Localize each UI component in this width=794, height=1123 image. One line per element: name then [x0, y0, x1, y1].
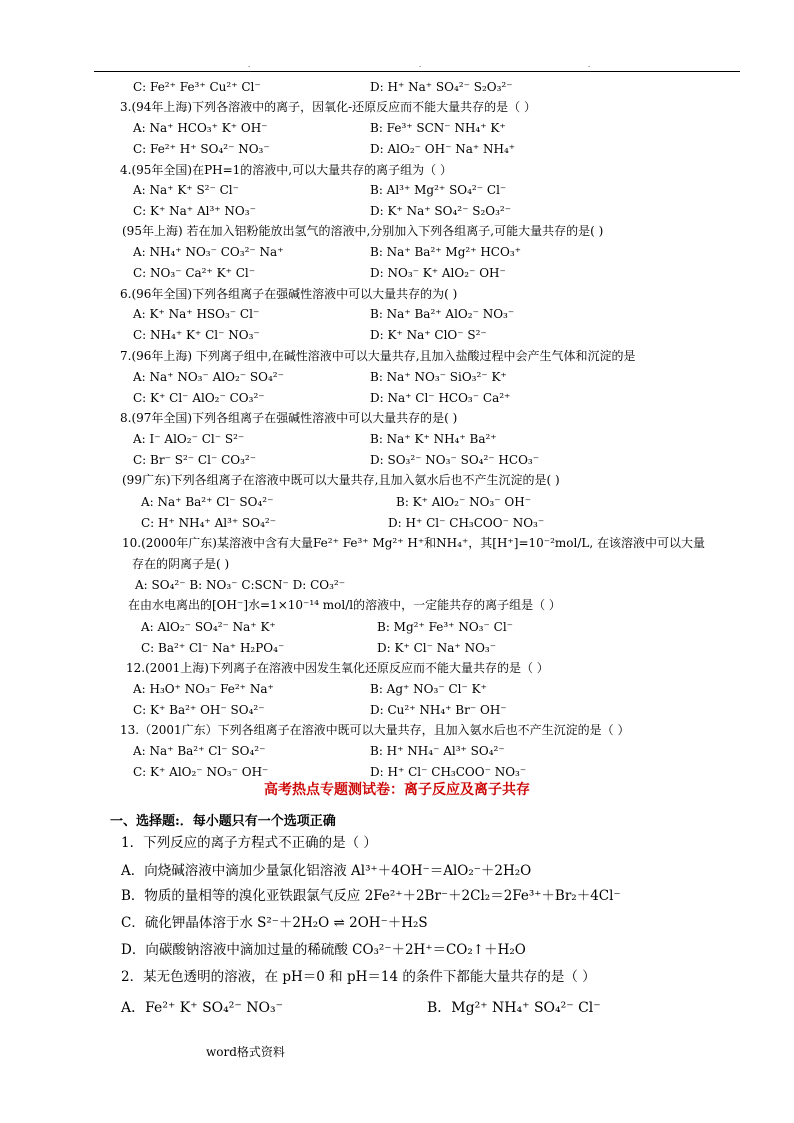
test-title: 高考热点专题测试卷：离子反应及离子共存 [264, 782, 530, 798]
text-line: 13.（2001广东）下列各组离子在溶液中既可以大量共存，且加入氨水后也不产生沉淀的是（ ） [120, 723, 630, 737]
text-line: (95年上海) 若在加入铝粉能放出氢气的溶液中,分别加入下列各组离子,可能大量共存的是( ) [122, 224, 604, 238]
text-line: D: Cu²⁺ NH₄⁺ Br⁻ OH⁻ [370, 703, 507, 717]
text-line: B: Fe³⁺ SCN⁻ NH₄⁺ K⁺ [370, 121, 506, 135]
question-line: A．向烧碱溶液中滴加少量氯化铝溶液 Al³⁺＋4OH⁻＝AlO₂⁻＋2H₂O [121, 863, 532, 879]
text-line: B: Na⁺ K⁺ NH₄⁺ Ba²⁺ [370, 432, 497, 446]
text-line: D: SO₃²⁻ NO₃⁻ SO₄²⁻ HCO₃⁻ [370, 453, 540, 467]
text-line: A: Na⁺ K⁺ S²⁻ Cl⁻ [133, 183, 239, 197]
text-line: 12.(2001上海)下列离子在溶液中因发生氧化还原反应而不能大量共存的是（ ） [126, 661, 549, 675]
text-line: C: Br⁻ S²⁻ Cl⁻ CO₃²⁻ [133, 453, 257, 467]
text-line: 存在的阴离子是( ) [132, 557, 230, 571]
text-line: A: Na⁺ Ba²⁺ Cl⁻ SO₄²⁻ [133, 744, 266, 758]
header-dots [0, 62, 794, 70]
text-line: B: Mg²⁺ Fe³⁺ NO₃⁻ Cl⁻ [377, 620, 513, 634]
text-line: C: Fe²⁺ Fe³⁺ Cu²⁺ Cl⁻ [133, 80, 261, 94]
text-line: B: Na⁺ NO₃⁻ SiO₃²⁻ K⁺ [370, 370, 507, 384]
text-line: B: Na⁺ Ba²⁺ AlO₂⁻ NO₃⁻ [370, 307, 515, 321]
text-line: D: K⁺ Cl⁻ Na⁺ NO₃⁻ [377, 641, 497, 655]
question-line: D．向碳酸钠溶液中滴加过量的稀硫酸 CO₃²⁻＋2H⁺＝CO₂↑＋H₂O [121, 942, 526, 958]
text-line: C: Ba²⁺ Cl⁻ Na⁺ H₂PO₄⁻ [141, 641, 285, 655]
text-line: A: SO₄²⁻ B: NO₃⁻ C:SCN⁻ D: CO₃²⁻ [135, 578, 346, 592]
text-line: C: NO₃⁻ Ca²⁺ K⁺ Cl⁻ [133, 266, 256, 280]
text-line: D: Na⁺ Cl⁻ HCO₃⁻ Ca²⁺ [370, 391, 511, 405]
text-line: B: Na⁺ Ba²⁺ Mg²⁺ HCO₃⁺ [370, 245, 521, 259]
section-heading: 一、选择题:．每小题只有一个选项正确 [110, 814, 336, 829]
text-line: 在由水电离出的[OH⁻]水=1×10⁻¹⁴ mol/l的溶液中，一定能共存的离子组是（ ） [128, 598, 561, 612]
text-line: C: H⁺ NH₄⁺ Al³⁺ SO₄²⁻ [141, 516, 277, 530]
header-rule [94, 71, 740, 72]
text-line: C: K⁺ Ba²⁺ OH⁻ SO₄²⁻ [133, 703, 265, 717]
text-line: A: K⁺ Na⁺ HSO₃⁻ Cl⁻ [133, 307, 260, 321]
option-line: B．Mg²⁺ NH₄⁺ SO₄²⁻ Cl⁻ [427, 1000, 601, 1016]
text-line: A: H₃O⁺ NO₃⁻ Fe²⁺ Na⁺ [133, 682, 274, 696]
text-line: D: K⁺ Na⁺ SO₄²⁻ S₂O₃²⁻ [370, 204, 512, 218]
header-dot: . [248, 61, 251, 69]
text-line: A: Na⁺ HCO₃⁺ K⁺ OH⁻ [133, 121, 268, 135]
header-dot: . [588, 61, 591, 69]
question-line: 2．某无色透明的溶液，在 pH＝0 和 pH＝14 的条件下都能大量共存的是（ ） [121, 969, 596, 985]
question-line: C．硫化钾晶体溶于水 S²⁻＋2H₂O ⇌ 2OH⁻＋H₂S [121, 915, 428, 931]
text-line: 4.(95年全国)在PH=1的溶液中,可以大量共存的离子组为（ ） [120, 163, 452, 177]
text-line: 6.(96年全国)下列各组离子在强碱性溶液中可以大量共存的为( ) [120, 287, 458, 301]
text-line: C: K⁺ AlO₂⁻ NO₃⁻ OH⁻ [133, 765, 269, 779]
text-line: A: I⁻ AlO₂⁻ Cl⁻ S²⁻ [133, 432, 245, 446]
text-line: D: H⁺ Cl⁻ CH₃COO⁻ NO₃⁻ [388, 516, 545, 530]
text-line: 3.(94年上海)下列各溶液中的离子，因氧化-还原反应而不能大量共存的是（ ） [120, 100, 536, 114]
text-line: D: AlO₂⁻ OH⁻ Na⁺ NH₄⁺ [370, 142, 516, 156]
text-line: B: K⁺ AlO₂⁻ NO₃⁻ OH⁻ [396, 495, 532, 509]
text-line: C: K⁺ Na⁺ Al³⁺ NO₃⁻ [133, 204, 256, 218]
text-line: A: NH₄⁺ NO₃⁻ CO₃²⁻ Na⁺ [133, 245, 284, 259]
question-line: 1．下列反应的离子方程式不正确的是（ ） [121, 835, 377, 851]
text-line: D: H⁺ Na⁺ SO₄²⁻ S₂O₃²⁻ [370, 80, 513, 94]
text-line: (99广东)下列各组离子在溶液中既可以大量共存,且加入氨水后也不产生沉淀的是( ) [122, 473, 560, 487]
text-line: 8.(97年全国)下列各组离子在强碱性溶液中可以大量共存的是( ) [120, 411, 458, 425]
text-line: A: Na⁺ Ba²⁺ Cl⁻ SO₄²⁻ [141, 495, 274, 509]
text-line: A: Na⁺ NO₃⁻ AlO₂⁻ SO₄²⁻ [133, 370, 284, 384]
text-line: D: NO₃⁻ K⁺ AlO₂⁻ OH⁻ [370, 266, 506, 280]
text-line: 10.(2000年广东)某溶液中含有大量Fe²⁺ Fe³⁺ Mg²⁺ H⁺和NH₄⁺，其[H⁺]=10⁻²mol/L, 在该溶液中可以大量 [122, 536, 705, 550]
text-line: C: Fe²⁺ H⁺ SO₄²⁻ NO₃⁻ [133, 142, 270, 156]
text-line: C: K⁺ Cl⁻ AlO₂⁻ CO₃²⁻ [133, 391, 265, 405]
header-dot: . [419, 61, 422, 69]
text-line: D: H⁺ Cl⁻ CH₃COO⁻ NO₃⁻ [370, 765, 527, 779]
text-line: A: AlO₂⁻ SO₄²⁻ Na⁺ K⁺ [141, 620, 276, 634]
text-line: 7.(96年上海) 下列离子组中,在碱性溶液中可以大量共存,且加入盐酸过程中会产生气体和沉淀的是 [120, 349, 636, 363]
text-line: C: NH₄⁺ K⁺ Cl⁻ NO₃⁻ [133, 328, 260, 342]
text-line: D: K⁺ Na⁺ ClO⁻ S²⁻ [370, 328, 487, 342]
footer-text: word格式资料 [206, 1045, 285, 1059]
question-line: B．物质的量相等的溴化亚铁跟氯气反应 2Fe²⁺＋2Br⁻＋2Cl₂＝2Fe³⁺＋Br₂＋4Cl⁻ [121, 888, 621, 904]
text-line: B: Al³⁺ Mg²⁺ SO₄²⁻ Cl⁻ [370, 183, 507, 197]
text-line: B: Ag⁺ NO₃⁻ Cl⁻ K⁺ [370, 682, 487, 696]
option-line: A．Fe²⁺ K⁺ SO₄²⁻ NO₃⁻ [121, 1000, 283, 1016]
text-line: B: H⁺ NH₄⁻ Al³⁺ SO₄²⁻ [370, 744, 505, 758]
